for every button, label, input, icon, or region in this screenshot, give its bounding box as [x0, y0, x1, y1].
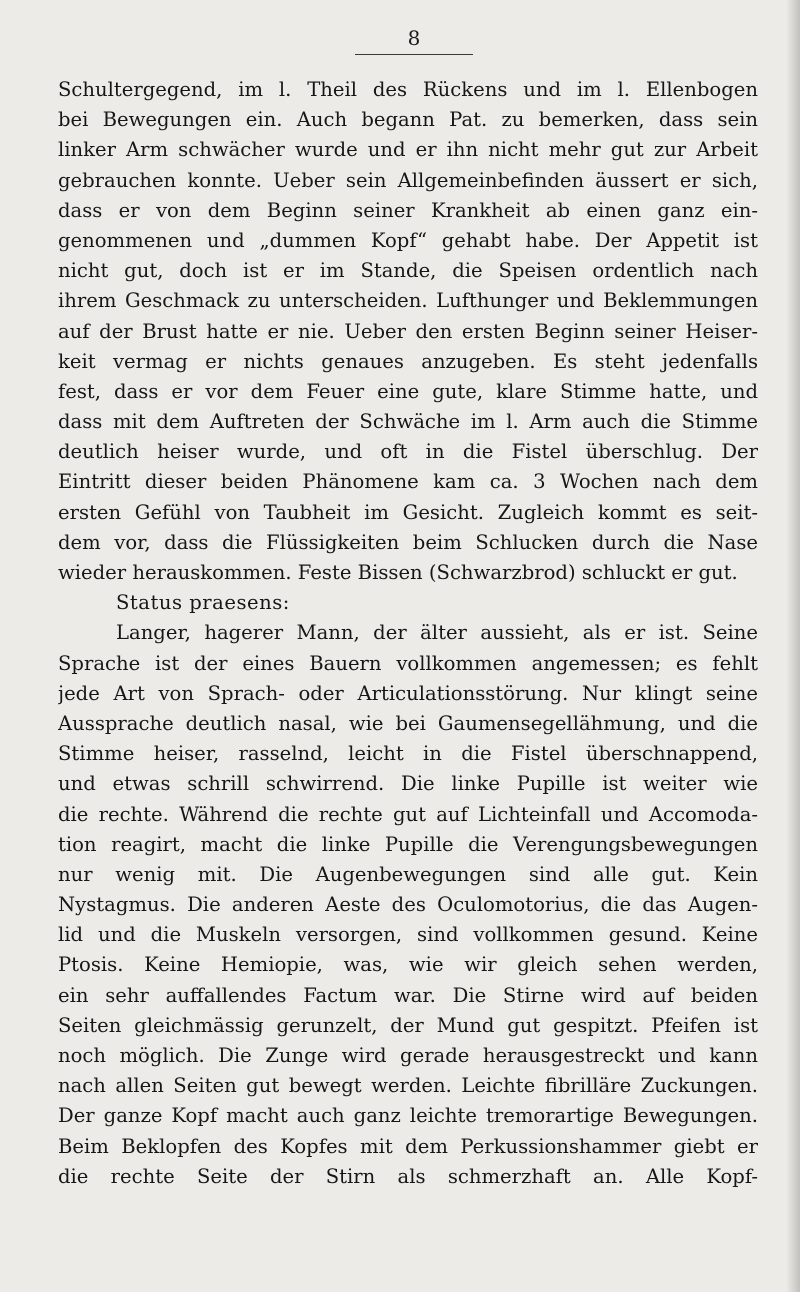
text-line: Sprache ist der eines Bauern vollkommen angemessen; es fehlt: [58, 651, 758, 675]
text-line: genommenen und „dummen Kopf“ gehabt habe. Der Appetit ist: [58, 228, 758, 252]
text-line: lid und die Muskeln versorgen, sind vollkommen gesund. Keine: [58, 923, 758, 947]
body-text: [58, 75, 758, 1192]
text-line: gebrauchen konnte. Ueber sein Allgemeinbefinden äussert er sich,: [58, 168, 758, 192]
text-line: Stimme heiser, rasselnd, leicht in die Fistel überschnappend,: [58, 742, 758, 766]
text-line: ein sehr auffallendes Factum war. Die Stirne wird auf beiden: [58, 983, 758, 1007]
text-line: dem vor, dass die Flüssigkeiten beim Schlucken durch die Nase: [58, 530, 758, 554]
text-line: Eintritt dieser beiden Phänomene kam ca. 3 Wochen nach dem: [58, 470, 758, 494]
text-line: linker Arm schwächer wurde und er ihn nicht mehr gut zur Arbeit: [58, 138, 758, 162]
text-line: die rechte Seite der Stirn als schmerzhaft an. Alle Kopf-: [58, 1164, 758, 1188]
text-line: tion reagirt, macht die linke Pupille die Verengungsbewegungen: [58, 832, 758, 856]
text-line: Der ganze Kopf macht auch ganz leichte tremorartige Bewegungen.: [58, 1104, 758, 1128]
text-line: noch möglich. Die Zunge wird gerade herausgestreckt und kann: [58, 1044, 758, 1067]
text-line: nicht gut, doch ist er im Stande, die Speisen ordentlich nach: [58, 259, 758, 283]
text-line: jede Art von Sprach- oder Articulationsstörung. Nur klingt seine: [58, 681, 758, 705]
text-line: Seiten gleichmässig gerunzelt, der Mund gut gespitzt. Pfeifen ist: [58, 1013, 758, 1037]
text-line: Aussprache deutlich nasal, wie bei Gaumensegellähmung, und die: [58, 711, 758, 735]
text-line: Schultergegend, im l. Theil des Rückens und im l. Ellenbogen: [58, 78, 758, 101]
text-line: Langer, hagerer Mann, der älter aussieht, als er ist. Seine: [116, 621, 758, 645]
text-line: bei Bewegungen ein. Auch begann Pat. zu bemerken, dass sein: [58, 108, 758, 132]
text-line: auf der Brust hatte er nie. Ueber den ersten Beginn seiner Heiser-: [58, 319, 758, 343]
page-edge-shadow: [786, 0, 800, 1292]
text-line: Beim Beklopfen des Kopfes mit dem Perkussionshammer giebt er: [58, 1134, 758, 1158]
text-line: dass er von dem Beginn seiner Krankheit ab einen ganz ein-: [58, 198, 758, 222]
text-line: die rechte. Während die rechte gut auf Lichteinfall und Accomoda-: [58, 802, 758, 826]
text-line: Ptosis. Keine Hemiopie, was, wie wir gleich sehen werden,: [58, 953, 758, 977]
text-line: nur wenig mit. Die Augenbewegungen sind alle gut. Kein: [58, 862, 758, 886]
text-line: keit vermag er nichts genaues anzugeben. Es steht jedenfalls: [58, 349, 758, 373]
text-line: und etwas schrill schwirrend. Die linke Pupille ist weiter wie: [58, 772, 758, 796]
text-line: Nystagmus. Die anderen Aeste des Oculomotorius, die das Augen-: [58, 893, 758, 917]
text-line: fest, dass er vor dem Feuer eine gute, klare Stimme hatte, und: [58, 379, 758, 403]
page-number: 8: [407, 26, 421, 50]
text-line: deutlich heiser wurde, und oft in die Fistel überschlug. Der: [58, 440, 758, 464]
section-heading: Status praesens:: [116, 591, 290, 615]
text-line: nach allen Seiten gut bewegt werden. Leichte fibrilläre Zuckungen.: [58, 1074, 758, 1098]
text-line: ihrem Geschmack zu unterscheiden. Lufthunger und Beklemmungen: [58, 289, 758, 313]
text-line: wieder herauskommen. Feste Bissen (Schwarzbrod) schluckt er gut.: [58, 561, 738, 584]
header-rule: [355, 54, 473, 55]
text-line: dass mit dem Auftreten der Schwäche im l. Arm auch die Stimme: [58, 410, 758, 434]
text-line: ersten Gefühl von Taubheit im Gesicht. Zugleich kommt es seit-: [58, 500, 758, 524]
